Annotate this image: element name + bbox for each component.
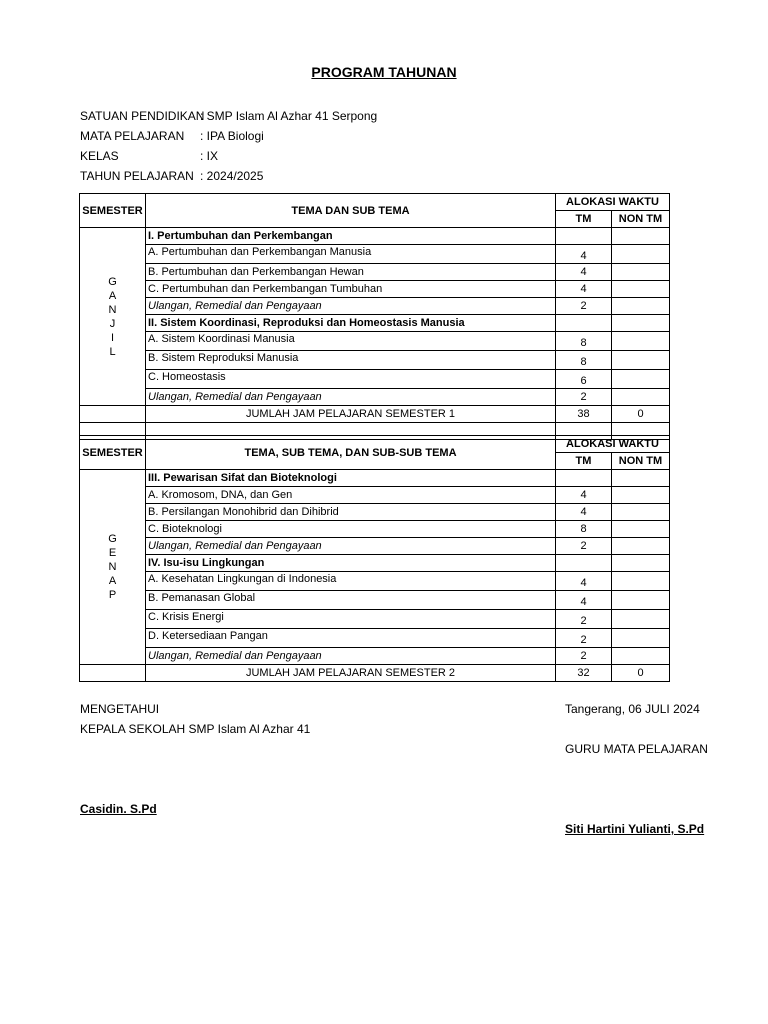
info-value: : SMP Islam Al Azhar 41 Serpong <box>200 109 378 123</box>
tema-cell: B. Pertumbuhan dan Perkembangan Hewan <box>146 264 556 281</box>
semester-letter: N <box>108 303 117 316</box>
info-label: SATUAN PENDIDIKAN <box>80 109 205 123</box>
tema-cell: B. Pemanasan Global <box>146 591 556 610</box>
nontm-cell <box>612 264 670 281</box>
tm-cell <box>556 555 612 572</box>
nontm-cell <box>612 521 670 538</box>
table-row <box>80 555 670 572</box>
table-row <box>80 610 670 629</box>
nontm-cell <box>612 572 670 591</box>
tm-cell: 4 <box>556 504 612 521</box>
table-row <box>80 370 670 389</box>
mengetahui-label: MENGETAHUI <box>80 702 160 716</box>
tm-cell: 8 <box>556 351 612 370</box>
tm-cell: 8 <box>556 521 612 538</box>
nontm-cell <box>612 504 670 521</box>
table-row <box>80 648 670 665</box>
semester-vertical-label <box>80 228 146 406</box>
semester-letter: E <box>108 547 117 559</box>
table-row <box>80 591 670 610</box>
nontm-cell <box>612 315 670 332</box>
tema-cell: A. Pertumbuhan dan Perkembangan Manusia <box>146 245 556 264</box>
semester-2-rows <box>80 470 670 665</box>
header-alokasi: ALOKASI WAKTU <box>556 436 670 453</box>
tema-cell: B. Persilangan Monohibrid dan Dihibrid <box>146 504 556 521</box>
tema-cell: III. Pewarisan Sifat dan Bioteknologi <box>146 470 556 487</box>
nontm-cell <box>612 470 670 487</box>
table-row <box>80 351 670 370</box>
header-semester: SEMESTER <box>80 436 146 470</box>
info-label: MATA PELAJARAN <box>80 129 185 143</box>
tema-cell: A. Kromosom, DNA, dan Gen <box>146 487 556 504</box>
nontm-cell <box>612 281 670 298</box>
total-tm: 38 <box>556 406 612 423</box>
nontm-cell <box>612 487 670 504</box>
tema-cell: C. Pertumbuhan dan Perkembangan Tumbuhan <box>146 281 556 298</box>
table-row <box>80 487 670 504</box>
tema-cell: Ulangan, Remedial dan Pengayaan <box>146 538 556 555</box>
info-value: : IPA Biologi <box>200 129 264 143</box>
total-spacer <box>80 665 146 682</box>
info-value: : 2024/2025 <box>200 169 264 183</box>
tm-cell: 2 <box>556 538 612 555</box>
semester-letter: P <box>108 589 117 601</box>
table-row <box>80 315 670 332</box>
tm-cell: 8 <box>556 332 612 351</box>
nontm-cell <box>612 648 670 665</box>
info-label: KELAS <box>80 149 119 163</box>
semester-1-table <box>79 193 670 440</box>
semester-vertical-label <box>80 470 146 665</box>
tm-cell: 2 <box>556 648 612 665</box>
header-tema: TEMA, SUB TEMA, DAN SUB-SUB TEMA <box>146 436 556 470</box>
header-alokasi: ALOKASI WAKTU <box>556 194 670 211</box>
table-row <box>80 332 670 351</box>
tema-cell: C. Bioteknologi <box>146 521 556 538</box>
info-row <box>80 108 377 128</box>
info-value: : IX <box>200 149 219 163</box>
tm-cell: 4 <box>556 572 612 591</box>
page-title: PROGRAM TAHUNAN <box>311 64 457 80</box>
nontm-cell <box>612 591 670 610</box>
table-row <box>80 245 670 264</box>
nontm-cell <box>612 389 670 406</box>
nontm-cell <box>612 332 670 351</box>
nontm-cell <box>612 370 670 389</box>
guru-label: GURU MATA PELAJARAN <box>565 742 708 756</box>
tm-cell: 6 <box>556 370 612 389</box>
semester-letter: A <box>108 575 117 587</box>
tema-cell: A. Kesehatan Lingkungan di Indonesia <box>146 572 556 591</box>
table-row <box>80 389 670 406</box>
info-label: TAHUN PELAJARAN <box>80 169 194 183</box>
tm-cell <box>556 315 612 332</box>
nontm-cell <box>612 538 670 555</box>
tm-cell: 4 <box>556 245 612 264</box>
table-row <box>80 470 670 487</box>
tema-cell: Ulangan, Remedial dan Pengayaan <box>146 648 556 665</box>
tema-cell: A. Sistem Koordinasi Manusia <box>146 332 556 351</box>
tm-cell <box>556 470 612 487</box>
header-tm: TM <box>556 211 612 228</box>
tm-cell <box>556 228 612 245</box>
header-tema: TEMA DAN SUB TEMA <box>146 194 556 228</box>
tema-cell: C. Krisis Energi <box>146 610 556 629</box>
semester-letter: I <box>110 331 115 344</box>
tema-cell: D. Ketersediaan Pangan <box>146 629 556 648</box>
kepala-label: KEPALA SEKOLAH SMP Islam Al Azhar 41 <box>80 722 311 736</box>
tm-cell: 2 <box>556 298 612 315</box>
place-date: Tangerang, 06 JULI 2024 <box>565 702 700 716</box>
nontm-cell <box>612 351 670 370</box>
semester-letter: L <box>109 345 116 358</box>
total-label: JUMLAH JAM PELAJARAN SEMESTER 2 <box>146 665 556 682</box>
total-nontm: 0 <box>612 665 670 682</box>
tema-cell: B. Sistem Reproduksi Manusia <box>146 351 556 370</box>
total-spacer <box>80 406 146 423</box>
nontm-cell <box>612 298 670 315</box>
total-tm: 32 <box>556 665 612 682</box>
nontm-cell <box>612 629 670 648</box>
tema-cell: Ulangan, Remedial dan Pengayaan <box>146 298 556 315</box>
header-tm: TM <box>556 453 612 470</box>
info-row <box>80 168 377 188</box>
nontm-cell <box>612 228 670 245</box>
tema-cell: II. Sistem Koordinasi, Reproduksi dan Homeostasis Manusia <box>146 315 556 332</box>
header-semester: SEMESTER <box>80 194 146 228</box>
tema-cell: I. Pertumbuhan dan Perkembangan <box>146 228 556 245</box>
nontm-cell <box>612 555 670 572</box>
semester-1-rows <box>80 228 670 406</box>
kepala-name: Casidin. S.Pd <box>80 802 157 816</box>
tm-cell: 2 <box>556 610 612 629</box>
tema-cell: Ulangan, Remedial dan Pengayaan <box>146 389 556 406</box>
tema-cell: C. Homeostasis <box>146 370 556 389</box>
nontm-cell <box>612 245 670 264</box>
table-row <box>80 538 670 555</box>
table-row <box>80 298 670 315</box>
table-row <box>80 629 670 648</box>
nontm-cell <box>612 610 670 629</box>
tm-cell: 4 <box>556 264 612 281</box>
table-row <box>80 228 670 245</box>
info-row <box>80 148 377 168</box>
header-nontm: NON TM <box>612 211 670 228</box>
semester-letter: G <box>108 533 117 545</box>
info-block <box>80 108 377 188</box>
table-row <box>80 504 670 521</box>
guru-name: Siti Hartini Yulianti, S.Pd <box>565 822 705 836</box>
info-row <box>80 128 377 148</box>
tm-cell: 4 <box>556 487 612 504</box>
tm-cell: 2 <box>556 629 612 648</box>
semester-letter: G <box>108 275 117 288</box>
tema-cell: IV. Isu-isu Lingkungan <box>146 555 556 572</box>
semester-letter: J <box>109 317 116 330</box>
semester-2-table <box>79 435 670 682</box>
header-nontm: NON TM <box>612 453 670 470</box>
semester-letter: N <box>108 561 117 573</box>
tm-cell: 4 <box>556 591 612 610</box>
total-label: JUMLAH JAM PELAJARAN SEMESTER 1 <box>146 406 556 423</box>
table-row <box>80 264 670 281</box>
semester-letter: A <box>108 289 117 302</box>
table-row <box>80 281 670 298</box>
tm-cell: 2 <box>556 389 612 406</box>
table-row <box>80 572 670 591</box>
table-row <box>80 521 670 538</box>
tm-cell: 4 <box>556 281 612 298</box>
total-nontm: 0 <box>612 406 670 423</box>
